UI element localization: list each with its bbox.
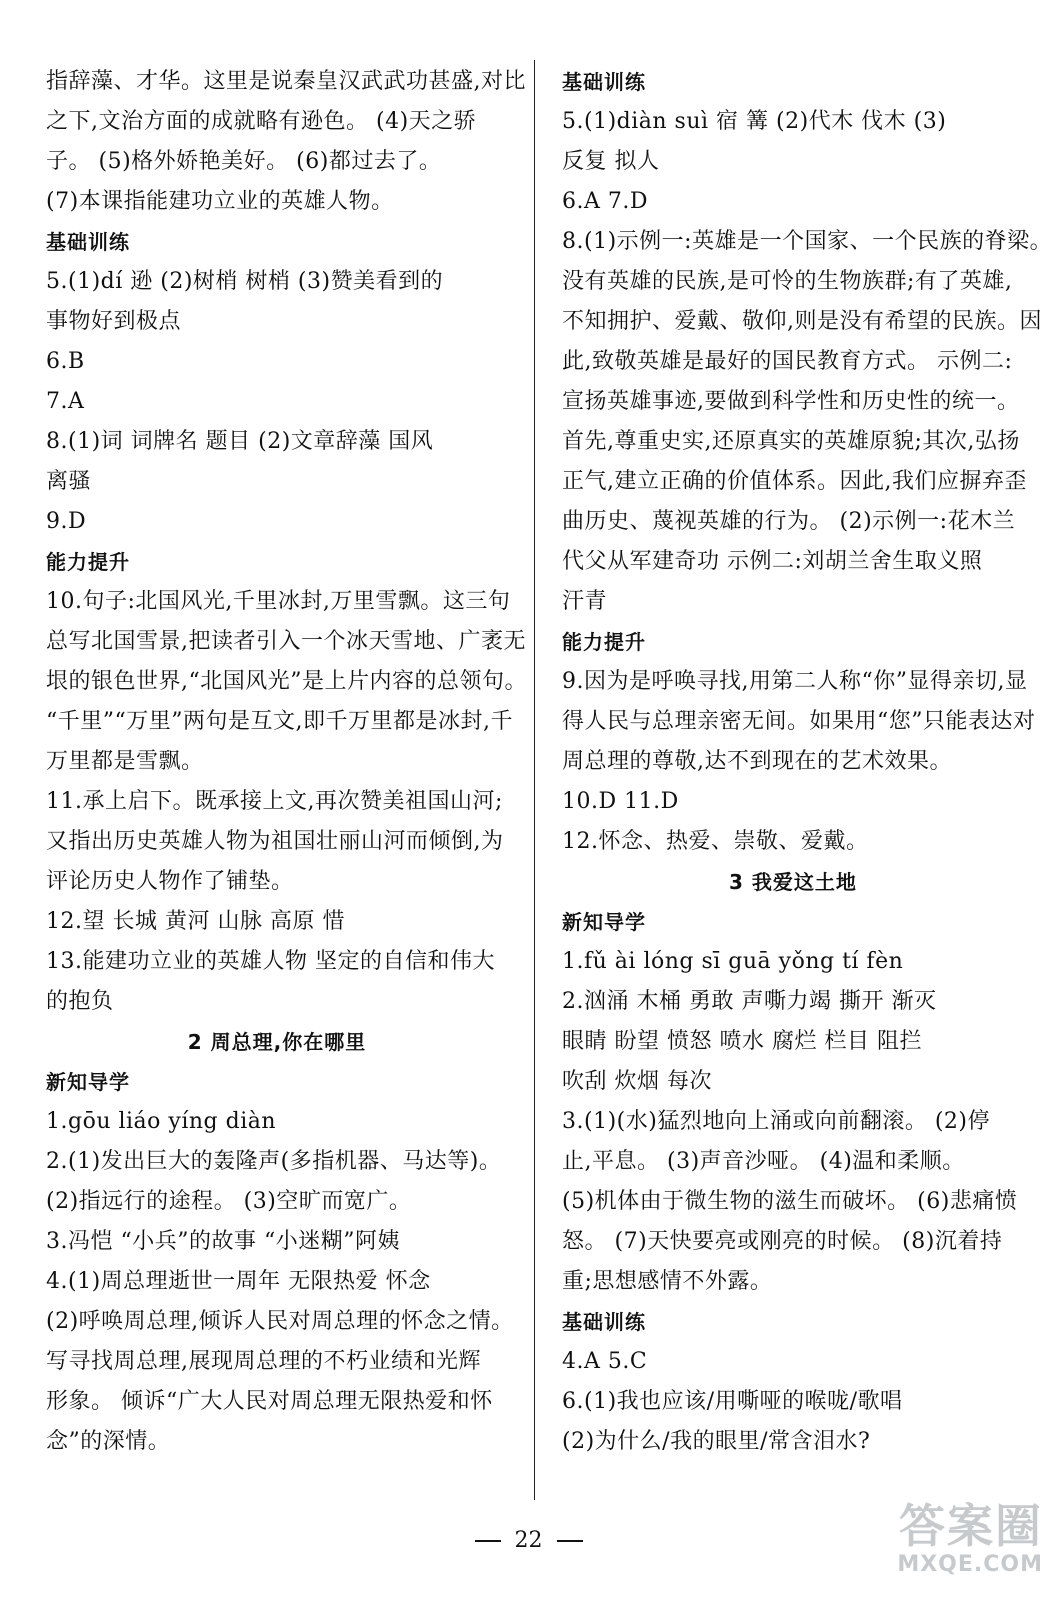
answer-line: 1.fǔ ài lóng sī guā yǒng tí fèn	[562, 949, 904, 974]
answer-line: 重;思想感情不外露。	[562, 1269, 773, 1294]
answer-line: 12.望 长城 黄河 山脉 高原 惜	[46, 909, 345, 934]
answer-line: 得人民与总理亲密无间。如果用“您”只能表达对	[562, 709, 1036, 734]
answer-line: 6.B	[46, 349, 85, 374]
answer-line: 反复 拟人	[562, 149, 660, 174]
page-number: 22	[514, 1528, 543, 1553]
section-heading: 基础训练	[562, 70, 646, 94]
answer-line: 1.gōu liáo yíng diàn	[46, 1109, 277, 1134]
answer-line: 10.D 11.D	[562, 789, 679, 814]
answer-line: 10.句子:北国风光,千里冰封,万里雪飘。这三句	[46, 589, 511, 614]
answer-line: 11.承上启下。既承接上文,再次赞美祖国山河;	[46, 789, 503, 814]
answer-line: 9.D	[46, 509, 87, 534]
answer-line: 指辞藻、才华。这里是说秦皇汉武武功甚盛,对比	[46, 69, 526, 94]
answer-line: 8.(1)示例一:英雄是一个国家、一个民族的脊梁。	[562, 229, 1053, 254]
answer-line: (5)机体由于微生物的滋生而破坏。 (6)悲痛愤	[562, 1189, 1018, 1214]
answer-line: (2)指远行的途程。 (3)空旷而宽广。	[46, 1189, 412, 1214]
answer-line: 的抱负	[46, 989, 114, 1014]
answer-line: 止,平息。 (3)声音沙哑。 (4)温和柔顺。	[562, 1149, 965, 1174]
answer-line: 7.A	[46, 389, 85, 414]
watermark-top: 答案圈	[899, 1499, 1043, 1553]
answer-line: “千里”“万里”两句是互文,即千万里都是冰封,千	[46, 709, 513, 734]
answer-line: 又指出历史英雄人物为祖国壮丽山河而倾倒,为	[46, 829, 504, 854]
answer-line: 吹刮 炊烟 每次	[562, 1069, 712, 1094]
column-divider	[534, 60, 535, 1500]
answer-line: 3.冯恺 “小兵”的故事 “小迷糊”阿姨	[46, 1229, 400, 1254]
watermark-bottom: MXQE.COM	[897, 1552, 1043, 1577]
answer-line: 子。 (5)格外娇艳美好。 (6)都过去了。	[46, 149, 442, 174]
answer-line: 9.因为是呼唤寻找,用第二人称“你”显得亲切,显	[562, 669, 1028, 694]
answer-line: 此,致敬英雄是最好的国民教育方式。 示例二:	[562, 349, 1013, 374]
section-heading: 能力提升	[562, 630, 646, 654]
answer-line: 离骚	[46, 469, 92, 494]
section-heading: 2 周总理,你在哪里	[187, 1030, 367, 1054]
answer-line: 曲历史、蔑视英雄的行为。 (2)示例一:花木兰	[562, 509, 1016, 534]
answer-line: 2.(1)发出巨大的轰隆声(多指机器、马达等)。	[46, 1149, 502, 1174]
section-heading: 基础训练	[46, 230, 130, 254]
answer-line: 垠的银色世界,“北国风光”是上片内容的总领句。	[46, 669, 527, 694]
answer-line: 没有英雄的民族,是可怜的生物族群;有了英雄,	[562, 269, 1013, 294]
left-column	[46, 62, 527, 1462]
answer-line: 写寻找周总理,展现周总理的不朽业绩和光辉	[46, 1349, 481, 1374]
answer-line: 不知拥护、爱戴、敬仰,则是没有希望的民族。因	[562, 309, 1042, 334]
answer-line: 评论历史人物作了铺垫。	[46, 869, 294, 894]
answer-line: 6.A 7.D	[562, 189, 648, 214]
answer-line: 4.(1)周总理逝世一周年 无限热爱 怀念	[46, 1269, 431, 1294]
answer-line: 眼睛 盼望 愤怒 喷水 腐烂 栏目 阻拦	[562, 1029, 922, 1054]
answer-line: 13.能建功立业的英雄人物 坚定的自信和伟大	[46, 949, 495, 974]
answer-line: 怒。 (7)天快要亮或刚亮的时候。 (8)沉着持	[562, 1229, 1003, 1254]
answer-line: 形象。 倾诉“广大人民对周总理无限热爱和怀	[46, 1389, 493, 1414]
answer-line: 2.汹涌 木桶 勇敢 声嘶力竭 撕开 渐灭	[562, 989, 937, 1014]
answer-line: 正气,建立正确的价值体系。因此,我们应摒弃歪	[562, 469, 1027, 494]
footer-dash-right	[557, 1540, 583, 1542]
section-heading: 新知导学	[46, 1070, 130, 1094]
watermark-logo	[883, 1500, 1043, 1590]
answer-line: 5.(1)diàn suì 宿 篝 (2)代木 伐木 (3)	[562, 109, 947, 134]
footer-dash-left	[475, 1540, 501, 1542]
answer-line: 汗青	[562, 589, 608, 614]
right-column	[562, 62, 1053, 1462]
answer-line: (7)本课指能建功立业的英雄人物。	[46, 189, 394, 214]
section-heading: 基础训练	[562, 1310, 646, 1334]
answer-line: 万里都是雪飘。	[46, 749, 204, 774]
answer-line: 事物好到极点	[46, 309, 182, 334]
answer-line: 6.(1)我也应该/用嘶哑的喉咙/歌唱	[562, 1389, 903, 1414]
answer-line: 首先,尊重史实,还原真实的英雄原貌;其次,弘扬	[562, 429, 1020, 454]
answer-line: 5.(1)dí 逊 (2)树梢 树梢 (3)赞美看到的	[46, 269, 444, 294]
answer-line: 8.(1)词 词牌名 题目 (2)文章辞藻 国风	[46, 429, 434, 454]
answer-line: (2)呼唤周总理,倾诉人民对周总理的怀念之情。	[46, 1309, 514, 1334]
answer-line: 之下,文治方面的成就略有逊色。 (4)天之骄	[46, 109, 477, 134]
answer-line: 3.(1)(水)猛烈地向上涌或向前翻滚。 (2)停	[562, 1109, 990, 1134]
answer-line: 4.A 5.C	[562, 1349, 648, 1374]
answer-line: 念”的深情。	[46, 1429, 171, 1454]
section-heading: 3 我爱这土地	[729, 870, 857, 894]
answer-line: 总写北国雪景,把读者引入一个冰天雪地、广袤无	[46, 629, 526, 654]
answer-line: 周总理的尊敬,达不到现在的艺术效果。	[562, 749, 952, 774]
section-heading: 新知导学	[562, 910, 646, 934]
answer-line: 12.怀念、热爱、崇敬、爱戴。	[562, 829, 869, 854]
answer-line: 代父从军建奇功 示例二:刘胡兰舍生取义照	[562, 549, 983, 574]
answer-line: (2)为什么/我的眼里/常含泪水?	[562, 1429, 871, 1454]
section-heading: 能力提升	[46, 550, 130, 574]
answer-line: 宣扬英雄事迹,要做到科学性和历史性的统一。	[562, 389, 1020, 414]
